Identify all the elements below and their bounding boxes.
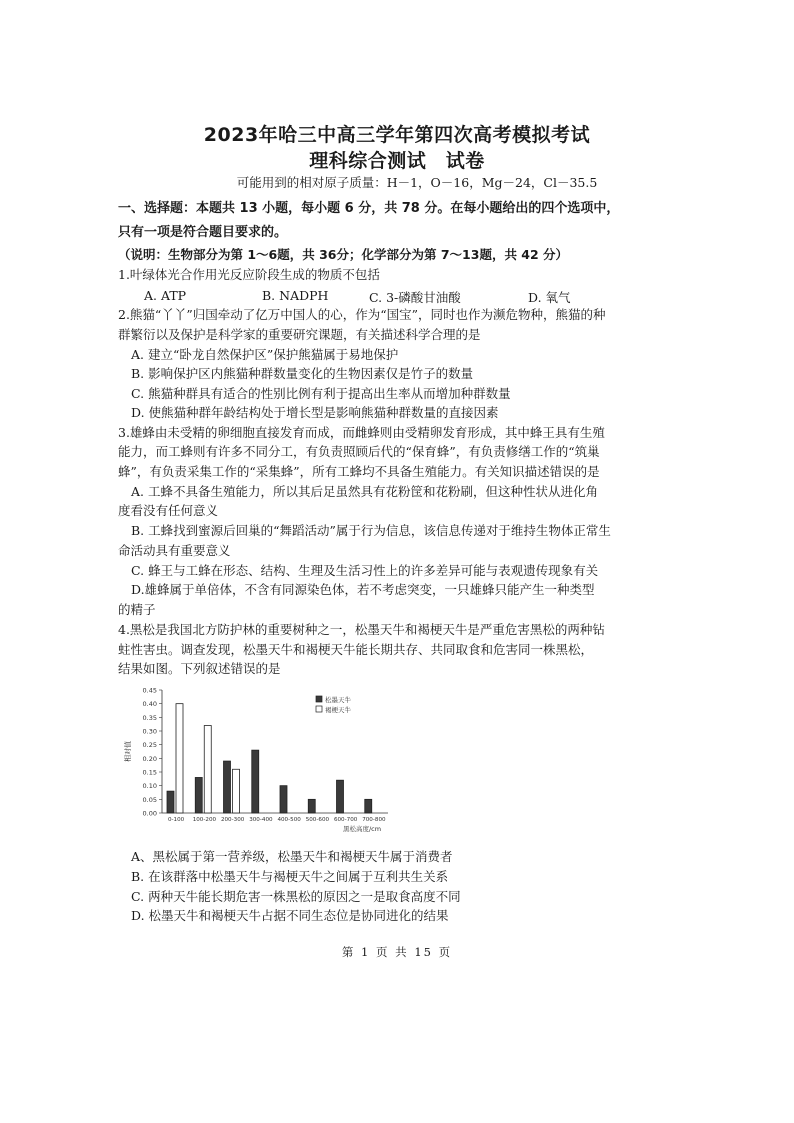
q4-option-d[interactable]: D. 松墨天牛和褐梗天牛占据不同生态位是协同进化的结果 — [131, 908, 449, 923]
q1-option-c[interactable]: C. 3-磷酸甘油酸 — [369, 290, 461, 305]
y-tick-label: 0.30 — [142, 727, 157, 736]
q3-option-d-cont: 的精子 — [118, 602, 156, 617]
q3-option-b[interactable]: B. 工蜂找到蜜源后回巢的“舞蹈活动”属于行为信息，该信息传递对于维持生物体正常生 — [131, 523, 611, 538]
x-tick-label: 700-800 — [362, 817, 386, 823]
y-tick-label: 0.25 — [142, 741, 157, 750]
y-tick-label: 0.45 — [142, 686, 157, 695]
section-heading-line1: 一、选择题：本题共 13 小题，每小题 6 分，共 78 分。在每小题给出的四个选项中， — [118, 201, 620, 216]
x-axis-label: 黑松高度/cm — [342, 825, 382, 832]
q3-option-a-cont: 度看没有任何意义 — [118, 503, 219, 518]
page-footer: 第 1 页 共 15 页 — [341, 945, 453, 959]
q2-stem-line1: 2.熊猫“丫丫”归国牵动了亿万中国人的心，作为“国宝”，同时也作为濒危物种，熊猫的种 — [118, 307, 606, 322]
y-tick-label: 0.40 — [142, 700, 157, 709]
y-tick-label: 0.15 — [142, 768, 157, 777]
bar-songmo-500-600 — [308, 799, 315, 813]
q3-option-c[interactable]: C. 蜂王与工蜂在形态、结构、生理及生活习性上的许多差异可能与表观遗传现象有关 — [131, 563, 599, 578]
bar-songmo-300-400 — [252, 750, 259, 813]
bar-songmo-100-200 — [195, 777, 202, 813]
atomic-masses: 可能用到的相对原子质量：H－1，O－16，Mg－24，Cl－35.5 — [236, 175, 598, 190]
q3-stem-line1: 3.雄蜂由未受精的卵细胞直接发育而成，而雌蜂则由受精卵发育形成，其中蜂王具有生殖 — [118, 425, 605, 440]
x-tick-label: 400-500 — [277, 817, 301, 823]
bar-hegeng-100-200 — [204, 726, 211, 813]
q3-option-a[interactable]: A. 工蜂不具备生殖能力，所以其后足虽然具有花粉筐和花粉刷，但这种性状从进化角 — [131, 484, 598, 499]
q3-stem-line3: 蜂”，有负责采集工作的“采集蜂”，所有工蜂均不具备生殖能力。有关知识描述错误的是 — [118, 464, 600, 479]
q3-option-d[interactable]: D.雄蜂属于单倍体，不含有同源染色体，若不考虑突变，一只雄蜂只能产生一种类型 — [131, 582, 595, 597]
q4-option-c[interactable]: C. 两种天牛能长期危害一株黑松的原因之一是取食高度不同 — [131, 889, 461, 904]
bar-songmo-700-800 — [365, 799, 372, 813]
y-tick-label: 0.20 — [142, 754, 157, 763]
bar-hegeng-0-100 — [176, 704, 183, 813]
q2-option-a[interactable]: A. 建立“卧龙自然保护区”保护熊猫属于易地保护 — [131, 347, 399, 362]
legend-swatch-hegeng — [316, 706, 322, 712]
section-note: （说明：生物部分为第 1～6题，共 36分；化学部分为第 7～13题，共 42 分） — [118, 247, 569, 262]
q2-stem-line2: 群繁衍以及保护是科学家的重要研究课题，有关描述科学合理的是 — [118, 327, 481, 342]
y-tick-label: 0.35 — [142, 713, 157, 722]
q3-option-b-cont: 命活动具有重要意义 — [118, 543, 231, 558]
q1-option-b[interactable]: B. NADPH — [262, 288, 329, 303]
exam-subtitle: 理科综合测试 试卷 — [309, 150, 485, 172]
q1-stem: 1.叶绿体光合作用光反应阶段生成的物质不包括 — [118, 267, 380, 282]
x-tick-label: 200-300 — [220, 817, 245, 823]
q4-option-b[interactable]: B. 在该群落中松墨天牛与褐梗天牛之间属于互利共生关系 — [131, 869, 449, 884]
bar-songmo-200-300 — [224, 761, 231, 813]
x-tick-label: 100-200 — [192, 817, 217, 823]
x-tick-label: 500-600 — [305, 817, 330, 823]
legend-label-hegeng: 褐梗天牛 — [325, 706, 351, 714]
x-tick-label: 300-400 — [249, 817, 273, 823]
section-heading-line2: 只有一项是符合题目要求的。 — [118, 225, 288, 240]
q4-stem-line2: 蛀性害虫。调查发现，松墨天牛和褐梗天牛能长期共存、共同取食和危害同一株黑松， — [118, 642, 594, 657]
bar-hegeng-200-300 — [233, 769, 240, 813]
q2-option-c[interactable]: C. 熊猫种群具有适合的性别比例有利于提高出生率从而增加种群数量 — [131, 386, 511, 401]
y-tick-label: 0.00 — [142, 809, 157, 818]
q2-option-d[interactable]: D. 使熊猫种群年龄结构处于增长型是影响熊猫种群数量的直接因素 — [131, 405, 499, 420]
q1-option-a[interactable]: A. ATP — [144, 288, 187, 303]
y-tick-label: 0.05 — [142, 795, 157, 804]
y-tick-label: 0.10 — [142, 782, 157, 791]
bar-songmo-400-500 — [280, 786, 287, 813]
exam-title: 2023年哈三中高三学年第四次高考模拟考试 — [203, 124, 591, 146]
x-tick-label: 600-700 — [333, 817, 358, 823]
q3-stem-line2: 能力，而工蜂则有许多不同分工，有负责照顾后代的“保育蜂”，有负责修缮工作的“筑巢 — [118, 444, 600, 459]
q2-option-b[interactable]: B. 影响保护区内熊猫种群数量变化的生物因素仅是竹子的数量 — [131, 366, 474, 381]
q4-option-a[interactable]: A、黑松属于第一营养级，松墨天牛和褐梗天牛属于消费者 — [131, 849, 453, 864]
q1-option-d[interactable]: D. 氧气 — [528, 290, 571, 305]
bar-songmo-0-100 — [167, 791, 174, 813]
x-tick-label: 0-100 — [167, 817, 185, 823]
y-axis-label: 相对值 — [124, 741, 132, 762]
q4-stem-line1: 4.黑松是我国北方防护林的重要树种之一，松墨天牛和褐梗天牛是严重危害黑松的两种钻 — [118, 622, 605, 637]
legend-swatch-songmo — [316, 696, 322, 702]
bar-songmo-600-700 — [337, 780, 344, 813]
q4-stem-line3: 结果如图。下列叙述错误的是 — [118, 661, 281, 676]
beetle-height-bar-chart — [110, 682, 420, 832]
legend-label-songmo: 松墨天牛 — [325, 696, 351, 704]
